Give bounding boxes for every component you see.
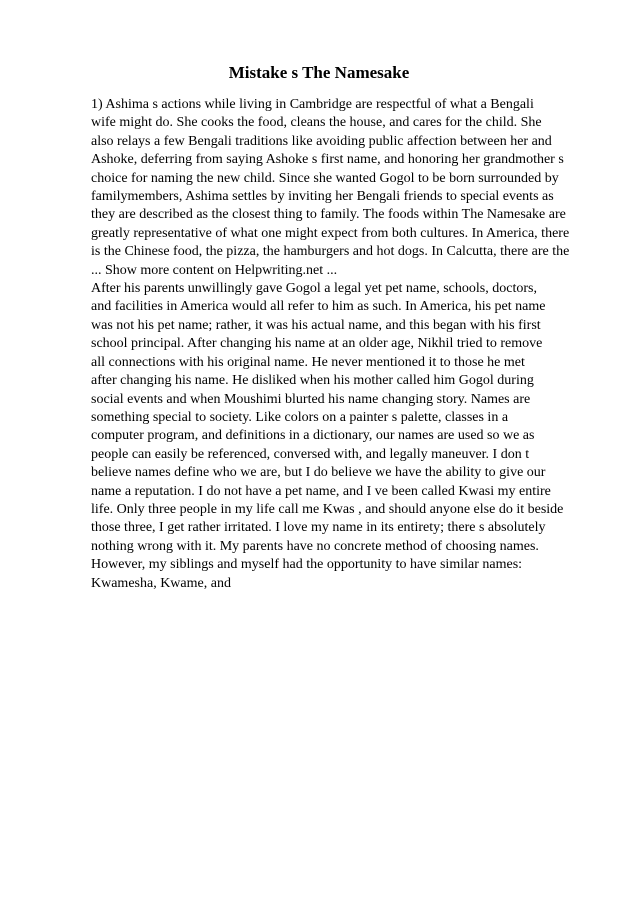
body-line: something special to society. Like colors on a painter s palette, classes in a	[91, 409, 509, 425]
body-line: also relays a few Bengali traditions like avoiding public affection between her and	[91, 133, 552, 149]
body-line: life. Only three people in my life call me Kwas , and should anyone else do it beside	[91, 501, 564, 517]
body-line: is the Chinese food, the pizza, the hamburgers and hot dogs. In Calcutta, there are the	[91, 244, 570, 260]
body-line: After his parents unwillingly gave Gogol a legal yet pet name, schools, doctors,	[91, 281, 537, 297]
body-line: people can easily be referenced, conversed with, and legally maneuver. I don t	[91, 446, 530, 462]
body-line: believe names define who we are, but I do believe we have the ability to give our	[91, 465, 546, 481]
body-line: Kwamesha, Kwame, and	[91, 575, 231, 591]
body-line: 1) Ashima s actions while living in Cambridge are respectful of what a Bengali	[91, 97, 534, 112]
body-line: after changing his name. He disliked when his mother called him Gogol during	[91, 373, 534, 389]
show-more-link-text: ... Show more content on Helpwriting.net ...	[91, 262, 338, 278]
body-line: Ashoke, deferring from saying Ashoke s first name, and honoring her grandmother s	[91, 152, 564, 168]
body-line: those three, I get rather irritated. I love my name in its entirety; there s absolutely	[91, 520, 546, 536]
body-line: wife might do. She cooks the food, cleans the house, and cares for the child. She	[91, 115, 542, 131]
body-line: familymembers, Ashima settles by inviting her Bengali friends to special events as	[91, 189, 554, 205]
body-line: greatly representative of what one might expect from both cultures. In America, there	[91, 225, 570, 241]
body-line: However, my siblings and myself had the opportunity to have similar names:	[91, 557, 523, 573]
body-line: social events and when Moushimi blurted his name changing story. Names are	[91, 391, 531, 407]
body-line: choice for naming the new child. Since she wanted Gogol to be born surrounded by	[91, 170, 559, 186]
document-body	[91, 96, 591, 593]
body-line: and facilities in America would all refer to him as such. In America, his pet name	[91, 299, 546, 315]
body-line: all connections with his original name. He never mentioned it to those he met	[91, 354, 525, 370]
document-title: Mistake s The Namesake	[228, 63, 410, 82]
body-line: computer program, and definitions in a dictionary, our names are used so we as	[91, 428, 535, 444]
body-line: school principal. After changing his name at an older age, Nikhil tried to remove	[91, 336, 543, 352]
body-line: nothing wrong with it. My parents have no concrete method of choosing names.	[91, 538, 539, 554]
body-line: they are described as the closest thing to family. The foods within The Namesake are	[91, 207, 566, 223]
body-line: name a reputation. I do not have a pet name, and I ve been called Kwasi my entire	[91, 483, 551, 499]
body-line: was not his pet name; rather, it was his actual name, and this began with his first	[91, 317, 541, 333]
